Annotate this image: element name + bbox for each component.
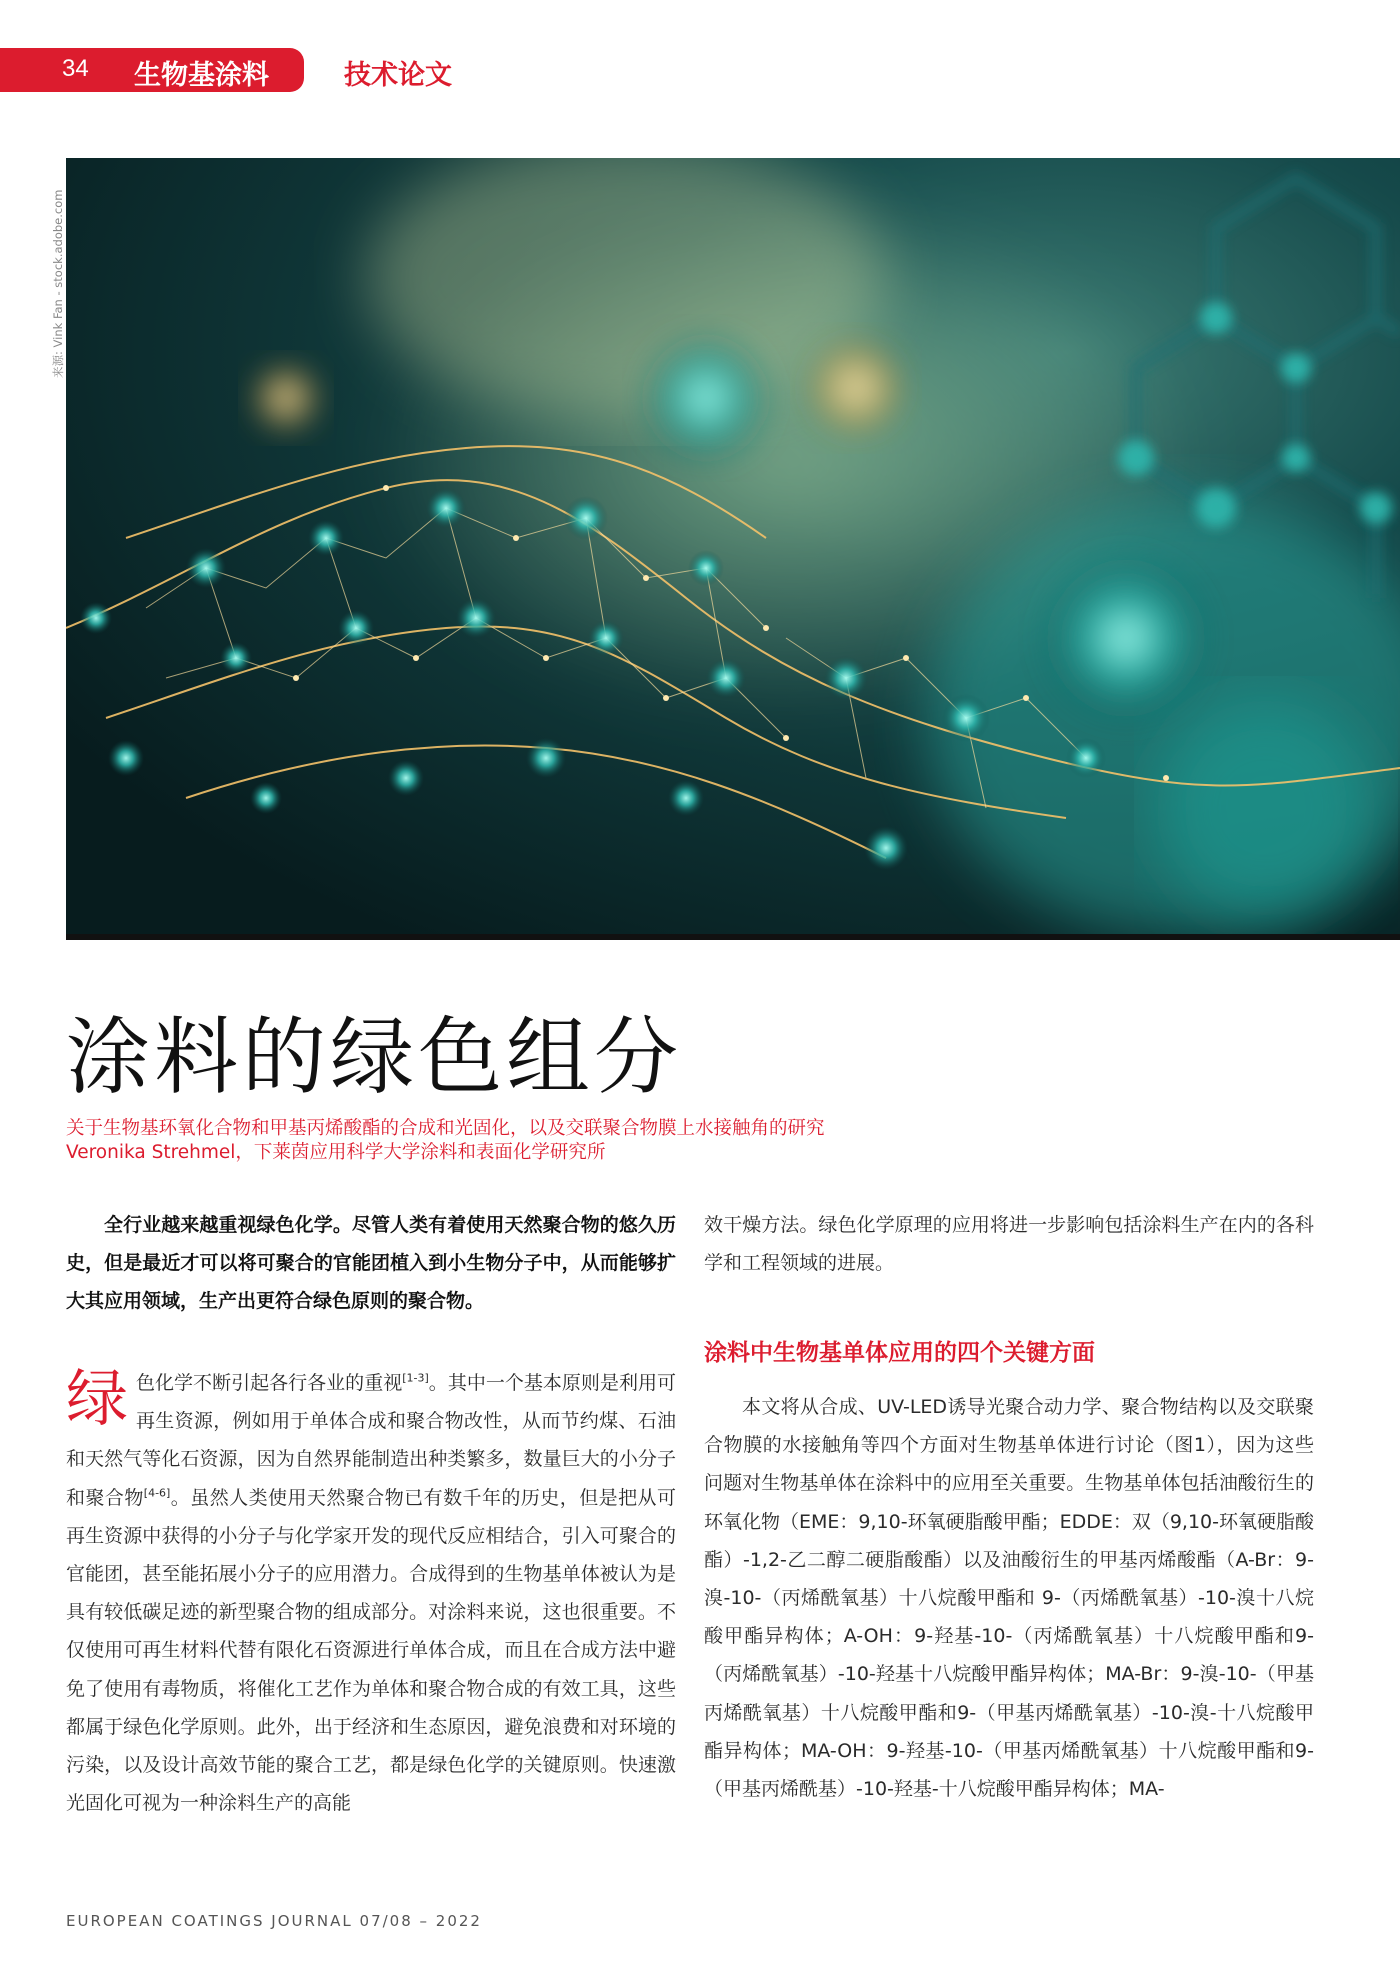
lead-paragraph: 全行业越来越重视绿色化学。尽管人类有着使用天然聚合物的悠久历史，但是最近才可以将可聚合的官能团植入到小生物分子中，从而能够扩大其应用领域，生产出更符合绿色原则的聚合物。: [66, 1214, 676, 1313]
body-text-right-continued: 效干燥方法。绿色化学原理的应用将进一步影响包括涂料生产在内的各科学和工程领域的进展。: [704, 1214, 1314, 1275]
reference-mark: [4-6]: [143, 1486, 171, 1500]
molecule-network-illustration: [66, 158, 1400, 936]
section-label: 生物基涂料: [134, 60, 269, 91]
body-text-left: [66, 1364, 676, 1822]
category-label: 技术论文: [344, 60, 452, 91]
body-text-segment: 色化学不断引起各行各业的重视: [136, 1372, 403, 1394]
body-text-segment: 。虽然人类使用天然聚合物已有数千年的历史，但是把从可再生资源中获得的小分子与化学家开发的现代反应相结合，引入可聚合的官能团，甚至能拓展小分子的应用潜力。合成得到的生物基单体被认为是具有较低碳足迹的新型聚合物的组成部分。对涂料来说，这也很重要。不仅使用可再生材料代替有限化石资源进行单体合成，而且在合成方法中避免了使用有毒物质，将催化工艺作为单体和聚合物合成的有效工具，这些都属于绿色化学原则。此外，出于经济和生态原因，避免浪费和对环境的污染，以及设计高效节能的聚合工艺，都是绿色化学的关键原则。快速激光固化可视为一种涂料生产的高能: [66, 1486, 676, 1815]
section-heading: 涂料中生物基单体应用的四个关键方面: [704, 1340, 1095, 1366]
page-number: 34: [62, 55, 89, 82]
body-text-right: 本文将从合成、UV-LED诱导光聚合动力学、聚合物结构以及交联聚合物膜的水接触角等四个方面对生物基单体进行讨论（图1），因为这些问题对生物基单体在涂料中的应用至关重要。生物基单体包括油酸衍生的环氧化物（EME：9,10-环氧硬脂酸甲酯；EDDE：双（9,10-环氧硬脂酸酯）-1,2-乙二醇二硬脂酸酯）以及油酸衍生的甲基丙烯酸酯（A-Br：9-溴-10-（丙烯酰氧基）十八烷酸甲酯和 9-（丙烯酰氧基）-10-溴十八烷酸甲酯异构体；A-OH：9-羟基-10-（丙烯酰氧基）十八烷酸甲酯和9-（丙烯酰氧基）-10-羟基十八烷酸甲酯异构体；MA-Br：9-溴-10-（甲基丙烯酰氧基）十八烷酸甲酯和9-（甲基丙烯酰氧基）-10-溴-十八烷酸甲酯异构体；MA-OH：9-羟基-10-（甲基丙烯酰氧基）十八烷酸甲酯和9-（甲基丙烯酰基）-10-羟基-十八烷酸甲酯异构体；MA-: [704, 1396, 1314, 1801]
hero-rule: [66, 934, 1400, 940]
journal-footer: EUROPEAN COATINGS JOURNAL 07/08 – 2022: [66, 1912, 482, 1930]
body-text-segment: 。其中一个基本原则是利用可再生资源，例如用于单体合成和聚合物改性，从而节约煤、石油和天然气等化石资源，因为自然界能制造出种类繁多，数量巨大的小分子和聚合物: [66, 1372, 676, 1509]
drop-cap: 绿: [66, 1362, 129, 1435]
article-title: 涂料的绿色组分: [66, 1008, 683, 1106]
hero-image: [66, 158, 1400, 936]
article-byline: Veronika Strehmel，下莱茵应用科学大学涂料和表面化学研究所: [66, 1142, 606, 1163]
reference-mark: [1-3]: [402, 1371, 429, 1385]
photo-credit: 来源: Vink Fan - stock.adobe.com: [51, 189, 65, 378]
article-subtitle: 关于生物基环氧化合物和甲基丙烯酸酯的合成和光固化，以及交联聚合物膜上水接触角的研究: [66, 1118, 825, 1139]
